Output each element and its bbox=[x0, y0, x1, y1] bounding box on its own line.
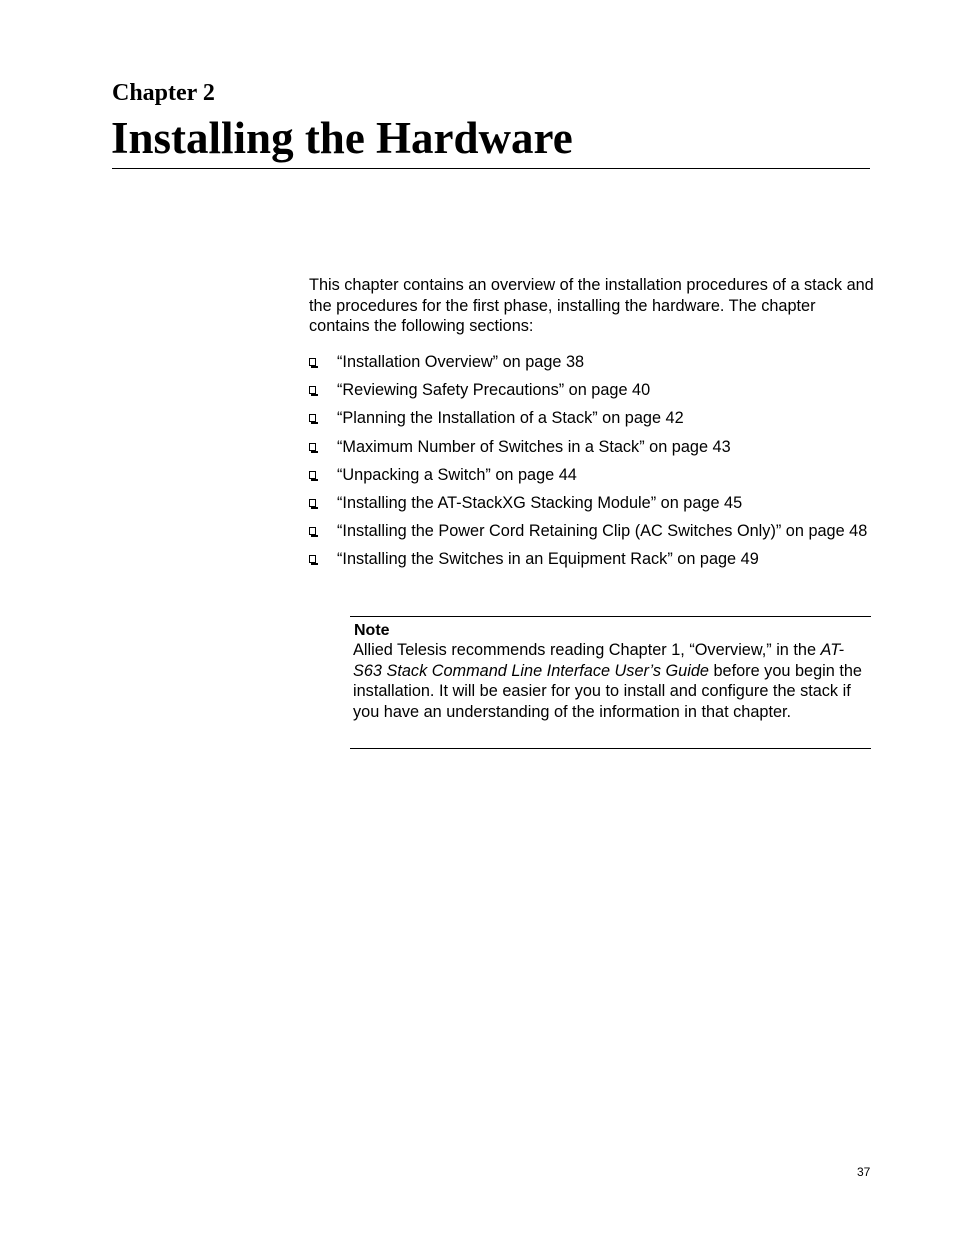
note-box bbox=[350, 616, 871, 749]
page-number: 37 bbox=[857, 1165, 871, 1179]
list-item bbox=[309, 493, 874, 513]
checkbox-bullet-icon bbox=[309, 358, 316, 366]
page-title: Installing the Hardware bbox=[111, 113, 573, 163]
list-item bbox=[309, 521, 874, 541]
checkbox-bullet-icon bbox=[309, 443, 316, 451]
title-divider bbox=[112, 168, 870, 169]
section-list bbox=[309, 352, 874, 578]
checkbox-bullet-icon bbox=[309, 386, 316, 394]
list-item-text: “Installing the Switches in an Equipment Rack” on page 49 bbox=[337, 550, 759, 569]
checkbox-bullet-icon bbox=[309, 555, 316, 563]
note-text bbox=[353, 640, 869, 722]
list-item bbox=[309, 380, 874, 400]
note-heading: Note bbox=[354, 622, 390, 639]
note-text-after: before you begin the installation. It will be easier for you to install and configure the stack if you have an understanding of the information in that chapter. bbox=[353, 661, 862, 721]
list-item-text: “Unpacking a Switch” on page 44 bbox=[337, 465, 577, 484]
list-item bbox=[309, 352, 874, 372]
intro-paragraph: This chapter contains an overview of the installation procedures of a stack and the procedures for the first phase, installing the hardware. The chapter contains the following sections: bbox=[309, 276, 874, 335]
list-item bbox=[309, 437, 874, 457]
list-item-text: “Installation Overview” on page 38 bbox=[337, 353, 585, 371]
list-item-text: “Installing the AT-StackXG Stacking Module” on page 45 bbox=[337, 493, 743, 512]
list-item-text: “Planning the Installation of a Stack” on page 42 bbox=[337, 409, 684, 428]
list-item-text: “Reviewing Safety Precautions” on page 40 bbox=[337, 381, 651, 400]
chapter-label: Chapter 2 bbox=[112, 80, 215, 106]
checkbox-bullet-icon bbox=[309, 527, 316, 535]
list-item bbox=[309, 549, 874, 569]
note-guide-title: AT-S63 Stack Command Line Interface User’s Guide bbox=[353, 641, 845, 680]
list-item-text: “Maximum Number of Switches in a Stack” on page 43 bbox=[337, 437, 731, 456]
note-text-before: Allied Telesis recommends reading Chapter 1, “Overview,” in the bbox=[353, 641, 821, 659]
list-item bbox=[309, 465, 874, 485]
list-item-text: “Installing the Power Cord Retaining Clip (AC Switches Only)” on page 48 bbox=[337, 522, 868, 541]
checkbox-bullet-icon bbox=[309, 499, 316, 507]
checkbox-bullet-icon bbox=[309, 414, 316, 422]
checkbox-bullet-icon bbox=[309, 471, 316, 479]
list-item bbox=[309, 408, 874, 428]
